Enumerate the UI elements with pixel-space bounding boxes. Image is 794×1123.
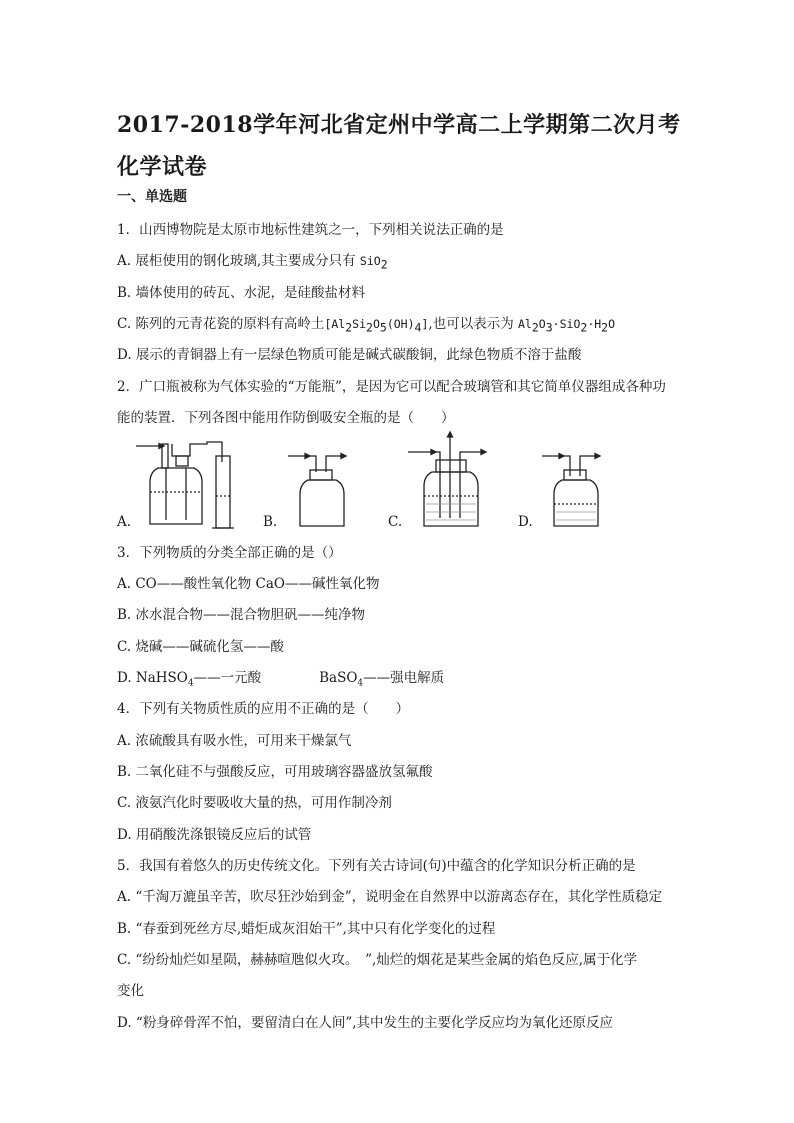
figure-a-label: A.: [117, 514, 132, 530]
q1-option-b: B. 墙体使用的砖瓦、水泥，是硅酸盐材料: [117, 285, 366, 301]
q1-option-c: C. 陈列的元青花瓷的原料有高岭土$[Al_2Si_2O_5(OH)_4]$,也可以表示为 $Al_2O_3\cdot SiO_2\cdot H_2O$: [117, 316, 616, 335]
q2-stem-line2: 能的装置．下列各图中能用作防倒吸安全瓶的是（ ）: [117, 410, 455, 426]
q5-option-a: A. “千淘万漉虽辛苦，吹尽狂沙始到金”，说明金在自然界中以游离态存在，其化学性质稳定: [117, 889, 663, 905]
q3-option-a: A. CO——酸性氧化物 CaO——碱性氧化物: [117, 576, 380, 592]
q4-option-d: D. 用硝酸洗涤银镜反应后的试管: [117, 827, 312, 843]
figure-b-label: B.: [263, 514, 278, 530]
q5-option-c-line1: C. “纷纷灿烂如星陨，赫赫喧虺似火攻。 ”,灿烂的烟花是某些金属的焰色反应,属于化学: [117, 952, 638, 968]
q5-stem: 5．我国有着悠久的历史传统文化。下列有关古诗词(句)中蕴含的化学知识分析正确的是: [117, 858, 636, 874]
q5-option-b: B. “春蚕到死丝方尽,蜡炬成灰泪始干”,其中只有化学变化的过程: [117, 921, 496, 937]
figure-c-apparatus: [402, 430, 502, 530]
q3-option-c: C. 烧碱——碱硫化氢——酸: [117, 639, 284, 655]
section-heading: 一、单选题: [117, 189, 187, 205]
q2-stem-line1: 2．广口瓶被称为气体实验的“万能瓶”，是因为它可以配合玻璃管和其它简单仪器组成各种功: [117, 379, 666, 395]
q5-option-d: D. “粉身碎骨浑不怕，要留清白在人间”,其中发生的主要化学反应均为氧化还原反应: [117, 1015, 614, 1031]
q1-option-d: D. 展示的青铜器上有一层绿色物质可能是碱式碳酸铜，此绿色物质不溶于盐酸: [117, 347, 582, 363]
q4-option-c: C. 液氨汽化时要吸收大量的热，可用作制冷剂: [117, 795, 392, 811]
q4-stem: 4．下列有关物质性质的应用不正确的是（ ）: [117, 701, 410, 717]
q3-stem: 3．下列物质的分类全部正确的是（）: [117, 545, 342, 561]
q3-option-b: B. 冰水混合物——混合物胆矾——纯净物: [117, 607, 366, 623]
q4-option-b: B. 二氧化硅不与强酸反应，可用玻璃容器盛放氢氟酸: [117, 764, 433, 780]
figure-a-apparatus: [132, 436, 252, 530]
figure-b-apparatus: [282, 436, 362, 530]
page-title: 2017-2018学年河北省定州中学高二上学期第二次月考化学试卷: [117, 112, 681, 180]
q5-option-c-line2: 变化: [117, 983, 144, 999]
q4-option-a: A. 浓硫酸具有吸水性，可用来干燥氯气: [117, 733, 352, 749]
figure-c-label: C.: [388, 514, 403, 530]
q1-stem: 1．山西博物院是太原市地标性建筑之一，下列相关说法正确的是: [117, 222, 504, 238]
q1-option-a: A. 展柜使用的钢化玻璃,其主要成分只有 SiO$_2$: [117, 253, 388, 272]
q3-option-d: D. NaHSO$_4$——一元酸 BaSO$_4$——强电解质: [117, 670, 445, 689]
figure-d-label: D.: [518, 514, 533, 530]
figure-d-apparatus: [536, 436, 616, 530]
